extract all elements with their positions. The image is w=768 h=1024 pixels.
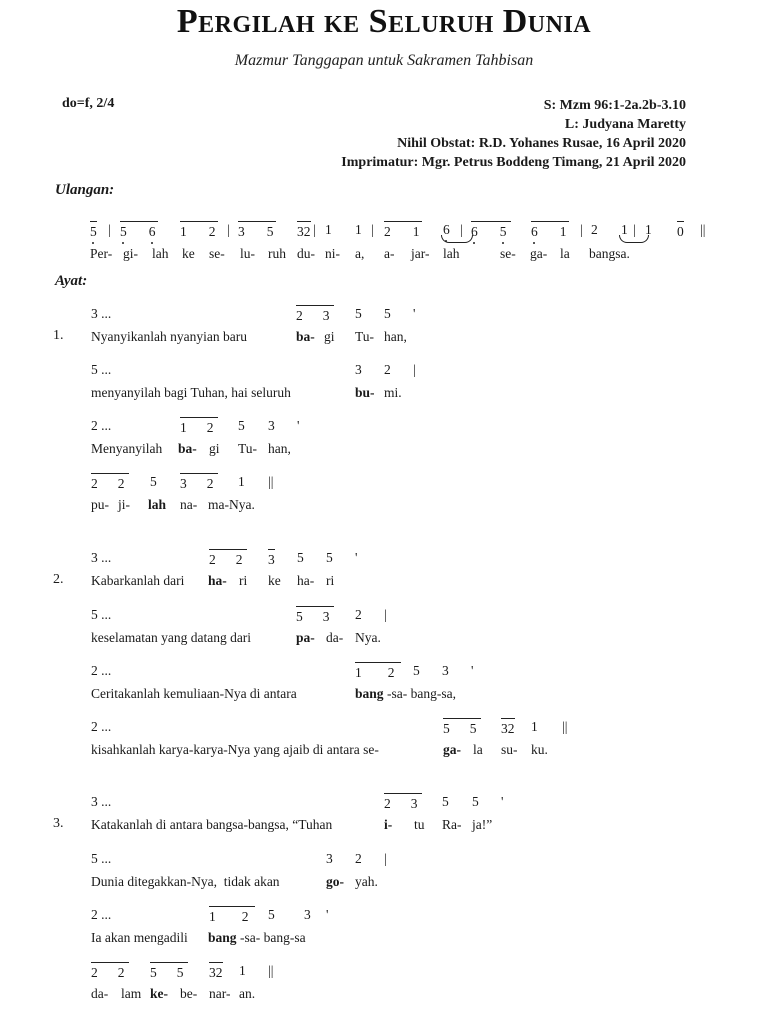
final-barline: ||	[268, 474, 274, 489]
syllable: pa-	[296, 630, 315, 645]
syllable: ha-	[297, 573, 315, 588]
note-group: 1 2	[180, 417, 218, 437]
note-group: 2 3	[296, 305, 334, 325]
syllable: lu-	[240, 246, 255, 261]
syllable: jar-	[411, 246, 430, 261]
note-group: 6 1	[531, 221, 569, 241]
note: 1	[325, 222, 332, 237]
slur	[619, 235, 649, 243]
syllable: Ra-	[442, 817, 462, 832]
syllable: ga-	[530, 246, 548, 261]
note: 5	[268, 907, 275, 922]
syllable: ke-	[150, 986, 168, 1001]
note-group: 5 5	[150, 962, 188, 982]
note: 3	[355, 362, 362, 377]
verse-text: Ia akan mengadili	[91, 930, 188, 945]
syllable: i-	[384, 817, 393, 832]
source-credit: S: Mzm 96:1-2a.2b-3.10	[543, 98, 686, 113]
note: 2	[384, 362, 391, 377]
note: 5	[326, 550, 333, 565]
barline: |	[227, 222, 230, 237]
syllable: ni-	[325, 246, 340, 261]
syllable: bang	[208, 930, 237, 945]
page-subtitle: Mazmur Tanggapan untuk Sakramen Tahbisan	[234, 52, 534, 69]
verse1-line1-text	[0, 328, 768, 348]
barline: |	[460, 222, 463, 237]
syllable: ba-	[296, 329, 315, 344]
syllable: nar-	[209, 986, 231, 1001]
verse3-line4-notes	[0, 962, 768, 982]
note: 32	[501, 718, 515, 738]
syllable: lah	[148, 497, 167, 512]
nihil-obstat: Nihil Obstat: R.D. Yohanes Rusae, 16 April 2020	[397, 136, 686, 151]
note: 5	[238, 418, 245, 433]
barline: |	[108, 222, 111, 237]
syllable: be-	[180, 986, 198, 1001]
note-group: 3 2	[180, 473, 218, 493]
verse-text: Ceritakanlah kemuliaan-Nya di antara	[91, 686, 297, 701]
syllable: ba-	[178, 441, 197, 456]
note-group: 1 2	[209, 906, 255, 926]
slur	[441, 235, 473, 243]
final-barline: ||	[268, 963, 274, 978]
verse-text: kisahkanlah karya-karya-Nya yang ajaib di antara se-	[91, 742, 379, 757]
syllable: bu-	[355, 385, 375, 400]
syllable: yah.	[355, 874, 378, 889]
reciting-note: 2 ...	[91, 663, 112, 678]
syllable: se-	[500, 246, 516, 261]
verse1-line4-notes	[0, 473, 768, 493]
note-group: 5 6	[120, 221, 158, 241]
breath-mark: '	[355, 550, 358, 565]
note: 5	[355, 306, 362, 321]
note-group: 3 5	[238, 221, 276, 241]
syllable: lah	[443, 246, 460, 261]
syllable: a-	[384, 246, 395, 261]
reciting-note: 2 ...	[91, 719, 112, 734]
verse-text: Kabarkanlah dari	[91, 573, 185, 588]
note: 1	[238, 474, 245, 489]
syllable: gi-	[123, 246, 138, 261]
verse-label: Ayat:	[55, 273, 88, 289]
syllable: go-	[326, 874, 344, 889]
note: 1	[621, 222, 628, 237]
lyricist-credit: L: Judyana Maretty	[564, 117, 686, 132]
breath-mark: '	[501, 794, 504, 809]
note: 5	[413, 663, 420, 678]
note: 5	[90, 221, 97, 241]
verse3-line2-text	[0, 873, 768, 893]
syllable: ha-	[208, 573, 227, 588]
note-group: 2 2	[91, 473, 129, 493]
verse-text: Menyanyilah	[91, 441, 163, 456]
verse1-line2-text	[0, 384, 768, 404]
barline: |	[371, 222, 374, 237]
syllable: pu-	[91, 497, 109, 512]
note-group: 1 2	[355, 662, 401, 682]
syllable: bangsa.	[589, 246, 630, 261]
verse3-line3-text	[0, 929, 768, 949]
note: 5	[297, 550, 304, 565]
verse1-line4-text	[0, 496, 768, 516]
breath-mark: '	[413, 306, 416, 321]
note: 3	[268, 549, 275, 569]
note: 2	[355, 851, 362, 866]
note-group: 2 2	[209, 549, 247, 569]
syllable: ke	[268, 573, 281, 588]
note: 0	[677, 221, 684, 241]
verse2-line3-text	[0, 685, 768, 705]
barline: |	[633, 222, 636, 237]
syllable: han,	[268, 441, 291, 456]
syllable: lah	[152, 246, 169, 261]
note: 5	[442, 794, 449, 809]
note: 5	[384, 306, 391, 321]
syllable: na-	[180, 497, 198, 512]
syllable: la	[473, 742, 483, 757]
final-barline: ||	[700, 222, 706, 237]
note: 3	[442, 663, 449, 678]
syllable: han,	[384, 329, 407, 344]
syllable: da-	[91, 986, 109, 1001]
syllable: Nya.	[355, 630, 381, 645]
note: 2	[591, 222, 598, 237]
syllable: Tu-	[355, 329, 375, 344]
barline: |	[384, 607, 387, 622]
note: 2	[355, 607, 362, 622]
breath-mark: '	[297, 418, 300, 433]
syllable: ke	[182, 246, 195, 261]
note-group: 5 5	[443, 718, 481, 738]
syllable: du-	[297, 246, 315, 261]
note-group: 6 5	[471, 221, 511, 241]
verse2-line2-text	[0, 629, 768, 649]
syllable: tu	[414, 817, 425, 832]
note: 6	[443, 222, 450, 237]
note: 3	[268, 418, 275, 433]
syllable: su-	[501, 742, 518, 757]
barline: |	[384, 851, 387, 866]
reciting-note: 2 ...	[91, 907, 112, 922]
syllable: ga-	[443, 742, 461, 757]
note-group: 2 1	[384, 221, 422, 241]
reciting-note: 3 ...	[91, 550, 112, 565]
verse2-line2-notes	[0, 606, 768, 626]
barline: |	[580, 222, 583, 237]
syllable: Per-	[90, 246, 113, 261]
syllable: bang	[355, 686, 384, 701]
note: 3	[304, 907, 311, 922]
verse1-line3-text	[0, 440, 768, 460]
syllable: lam	[121, 986, 142, 1001]
syllable: gi	[324, 329, 335, 344]
refrain-label: Ulangan:	[55, 182, 115, 198]
verse-text: Nyanyikanlah nyanyian baru	[91, 329, 247, 344]
syllable: ri	[239, 573, 248, 588]
reciting-note: 5 ...	[91, 607, 112, 622]
syllable: -sa- bang-sa,	[387, 686, 456, 701]
reciting-note: 5 ...	[91, 851, 112, 866]
syllable: gi	[209, 441, 220, 456]
verse2-line4-notes	[0, 718, 768, 738]
verse-text: menyanyilah bagi Tuhan, hai seluruh	[91, 385, 291, 400]
syllable: se-	[209, 246, 225, 261]
reciting-note: 5 ...	[91, 362, 112, 377]
page-title: Pergilah ke Seluruh Dunia	[176, 3, 592, 40]
verse2-line3-notes	[0, 662, 768, 682]
syllable: Tu-	[238, 441, 258, 456]
syllable: ri	[326, 573, 335, 588]
verse1-line1-notes	[0, 305, 768, 325]
note-group: 1 2	[180, 221, 218, 241]
syllable: a,	[355, 246, 365, 261]
note: 3	[326, 851, 333, 866]
refrain-lyrics	[0, 245, 768, 265]
note: 1	[355, 222, 362, 237]
verse-number: 1.	[53, 328, 64, 343]
note: 32	[297, 221, 311, 241]
refrain-notes	[0, 221, 768, 241]
note-group: 2 2	[91, 962, 129, 982]
breath-mark: '	[326, 907, 329, 922]
verse-text: Katakanlah di antara bangsa-bangsa, “Tuhan	[91, 817, 333, 832]
verse2-line1-text	[0, 572, 768, 592]
syllable: mi.	[384, 385, 402, 400]
note: 32	[209, 962, 223, 982]
verse2-line1-notes	[0, 549, 768, 569]
syllable: ruh	[268, 246, 286, 261]
syllable: la	[560, 246, 570, 261]
verse-text: Dunia ditegakkan-Nya, tidak akan	[91, 874, 280, 889]
verse2-line4-text	[0, 741, 768, 761]
verse3-line1-text	[0, 816, 768, 836]
syllable: -sa- bang-sa	[240, 930, 306, 945]
key-signature: do=f, 2/4	[62, 96, 115, 111]
breath-mark: '	[471, 663, 474, 678]
verse3-line3-notes	[0, 906, 768, 926]
credits-block	[341, 96, 686, 172]
note: 1	[239, 963, 246, 978]
note: 1	[531, 719, 538, 734]
barline: |	[313, 222, 316, 237]
imprimatur: Imprimatur: Mgr. Petrus Boddeng Timang, 21 April 2020	[341, 155, 686, 170]
verse-number: 2.	[53, 572, 64, 587]
verse1-line2-notes	[0, 361, 768, 381]
syllable: ku.	[531, 742, 548, 757]
verse-text: keselamatan yang datang dari	[91, 630, 252, 645]
reciting-note: 3 ...	[91, 306, 112, 321]
note-group: 2 3	[384, 793, 422, 813]
verse-number: 3.	[53, 816, 64, 831]
verse1-line3-notes	[0, 417, 768, 437]
reciting-note: 2 ...	[91, 418, 112, 433]
syllable: ji-	[118, 497, 130, 512]
syllable: ja!”	[472, 817, 493, 832]
note: 1	[645, 222, 652, 237]
barline: |	[413, 362, 416, 377]
final-barline: ||	[562, 719, 568, 734]
syllable: ma-Nya.	[208, 497, 255, 512]
note: 5	[472, 794, 479, 809]
note: 5	[150, 474, 157, 489]
verse3-line1-notes	[0, 793, 768, 813]
syllable: an.	[239, 986, 256, 1001]
reciting-note: 3 ...	[91, 794, 112, 809]
syllable: da-	[326, 630, 344, 645]
verse3-line4-text	[0, 985, 768, 1005]
verse3-line2-notes	[0, 850, 768, 870]
note-group: 5 3	[296, 606, 334, 626]
